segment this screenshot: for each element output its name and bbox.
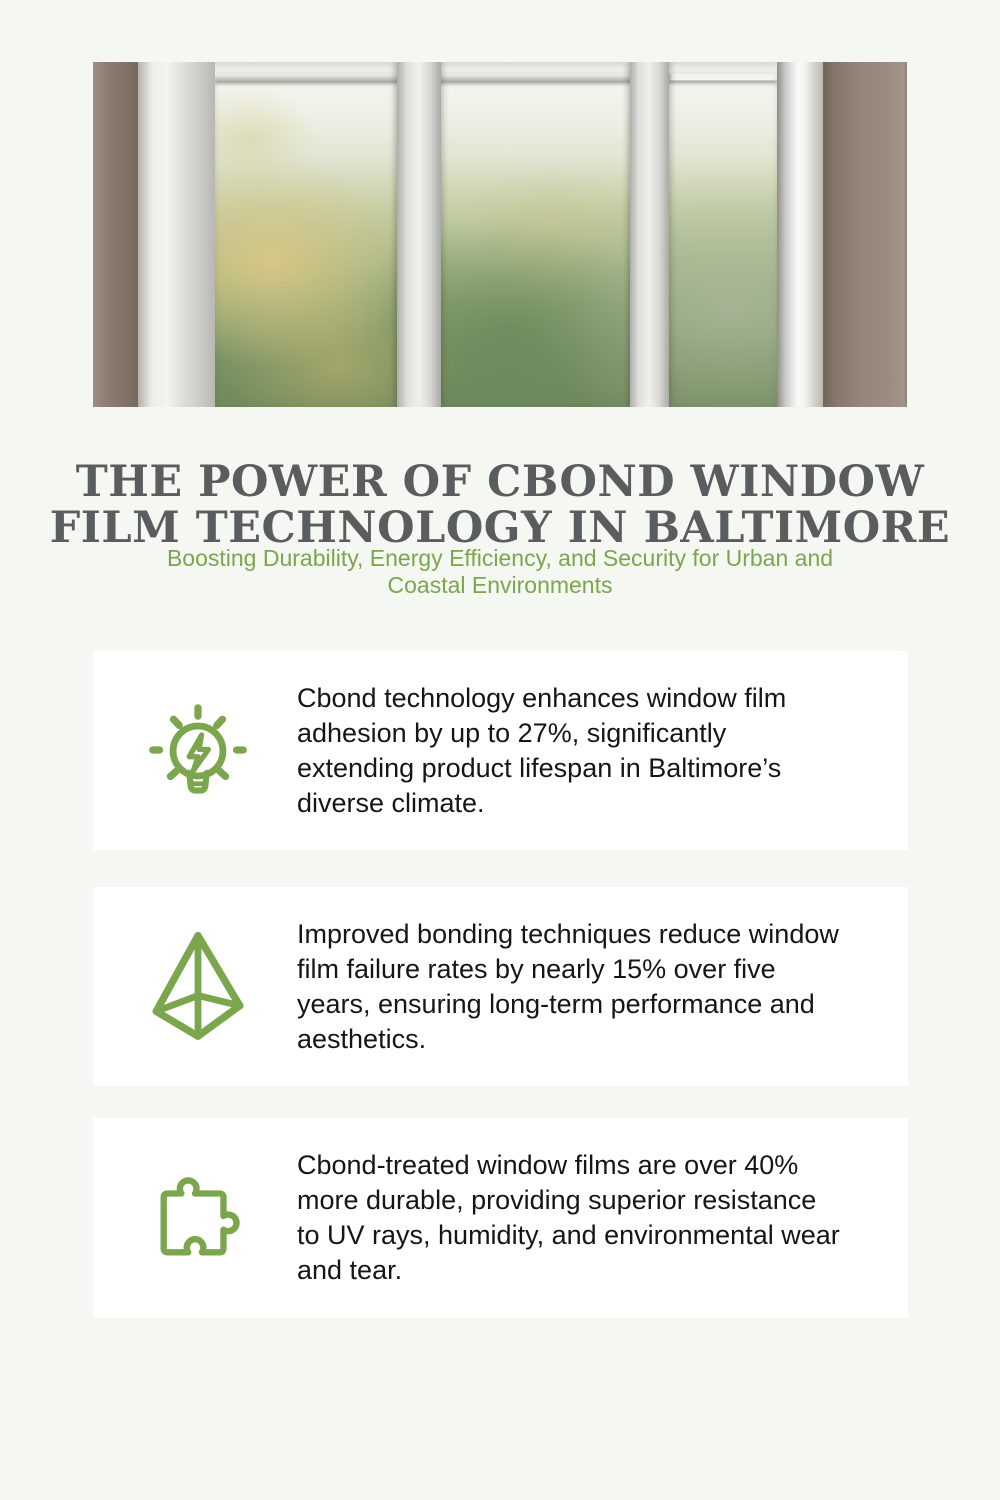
page-title-line1: THE POWER OF CBOND WINDOW: [75, 456, 925, 507]
window-glass-trees: [215, 62, 777, 407]
wall-left: [93, 62, 138, 407]
lightbulb-energy-icon: [143, 704, 253, 798]
card-text: Cbond-treated window films are over 40% more durable, providing superior resistance to UV rays, humidity, and environmental wear and tear.: [297, 1150, 840, 1285]
window-mullion: [630, 62, 669, 407]
window-sill: [215, 62, 777, 74]
window-mullion: [397, 62, 440, 407]
info-card-adhesion: [93, 651, 908, 850]
puzzle-piece-icon: [143, 1169, 253, 1267]
hero-window-photo: [93, 62, 907, 407]
window-frame-right: [777, 62, 823, 407]
window-frame-left: [138, 62, 215, 407]
card-text: Cbond technology enhances window film adhesion by up to 27%, significantly extending product lifespan in Baltimore’s diverse climate.: [297, 682, 787, 818]
card-text: Improved bonding techniques reduce window film failure rates by nearly 15% over five years, ensuring long-term performance and aesthetics.: [297, 918, 839, 1054]
wall-right: [823, 62, 907, 407]
page-title-line2: FILM TECHNOLOGY IN BALTIMORE: [49, 502, 951, 553]
info-card-bonding: [93, 887, 908, 1086]
pyramid-prism-icon: [143, 930, 253, 1043]
page-subtitle: Boosting Durability, Energy Efficiency, and Security for Urban and Coastal Environments: [166, 545, 834, 598]
info-card-durability: [93, 1118, 908, 1318]
page-title: [0, 456, 1000, 553]
